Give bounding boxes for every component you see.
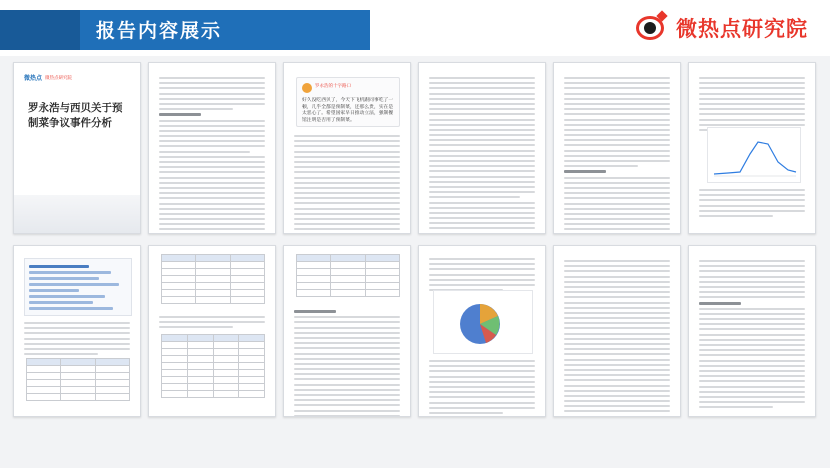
mini-table [26, 358, 130, 401]
report-page[interactable] [418, 245, 546, 417]
weibo-post-card [296, 77, 400, 127]
brand-logo [632, 12, 808, 44]
text-block [24, 322, 130, 358]
mini-table [161, 254, 265, 304]
text-block [294, 135, 400, 234]
trend-chart-svg [708, 128, 802, 184]
trend-chart-thumbnail [707, 127, 801, 183]
brand-name: 微热点研究院 [676, 17, 808, 41]
text-block [699, 77, 805, 134]
cover-footer-band [14, 195, 140, 233]
text-block [429, 77, 535, 234]
report-page[interactable] [283, 245, 411, 417]
header [0, 0, 830, 56]
weibo-post-text: 好久没吃西贝了，今天下飞机跟同事吃了一顿，几乎全都是预制菜，还那么贵，实在是太恶心了。希望国家早日推动立法，强制餐馆注明是否用了预制菜。 [302, 98, 394, 123]
pie-chart-thumbnail [433, 290, 533, 354]
avatar [302, 83, 312, 93]
report-page[interactable] [553, 245, 681, 417]
report-page[interactable] [148, 245, 276, 417]
cover-brand-right: 微热点研究院 [45, 75, 73, 81]
report-page-cover[interactable] [13, 62, 141, 234]
data-screenshot [24, 258, 132, 316]
eye-logo-icon [632, 12, 672, 44]
text-block [564, 260, 670, 417]
weibo-username: 罗永浩的十字路口 [315, 84, 351, 89]
cover-title: 罗永浩与西贝关于预制菜争议事件分析 [28, 102, 123, 129]
title-band-stripe [0, 10, 80, 50]
mini-table [296, 254, 400, 297]
report-page[interactable] [418, 62, 546, 234]
text-block [429, 360, 535, 417]
text-block [159, 316, 265, 332]
report-page[interactable] [553, 62, 681, 234]
mini-table [161, 334, 265, 398]
page-title: 报告内容展示 [96, 20, 223, 42]
text-block [429, 258, 535, 294]
cover-brand-left: 微热点 [24, 75, 43, 82]
text-block [294, 308, 400, 417]
text-block [564, 77, 670, 234]
title-band [0, 10, 370, 50]
report-page[interactable] [148, 62, 276, 234]
text-block [699, 189, 805, 220]
text-block [699, 260, 805, 411]
text-block [159, 77, 265, 234]
pie-chart-svg [434, 291, 534, 355]
report-page[interactable] [283, 62, 411, 234]
report-page[interactable] [13, 245, 141, 417]
report-page[interactable] [688, 245, 816, 417]
report-page[interactable] [688, 62, 816, 234]
cover-brand [24, 73, 72, 82]
